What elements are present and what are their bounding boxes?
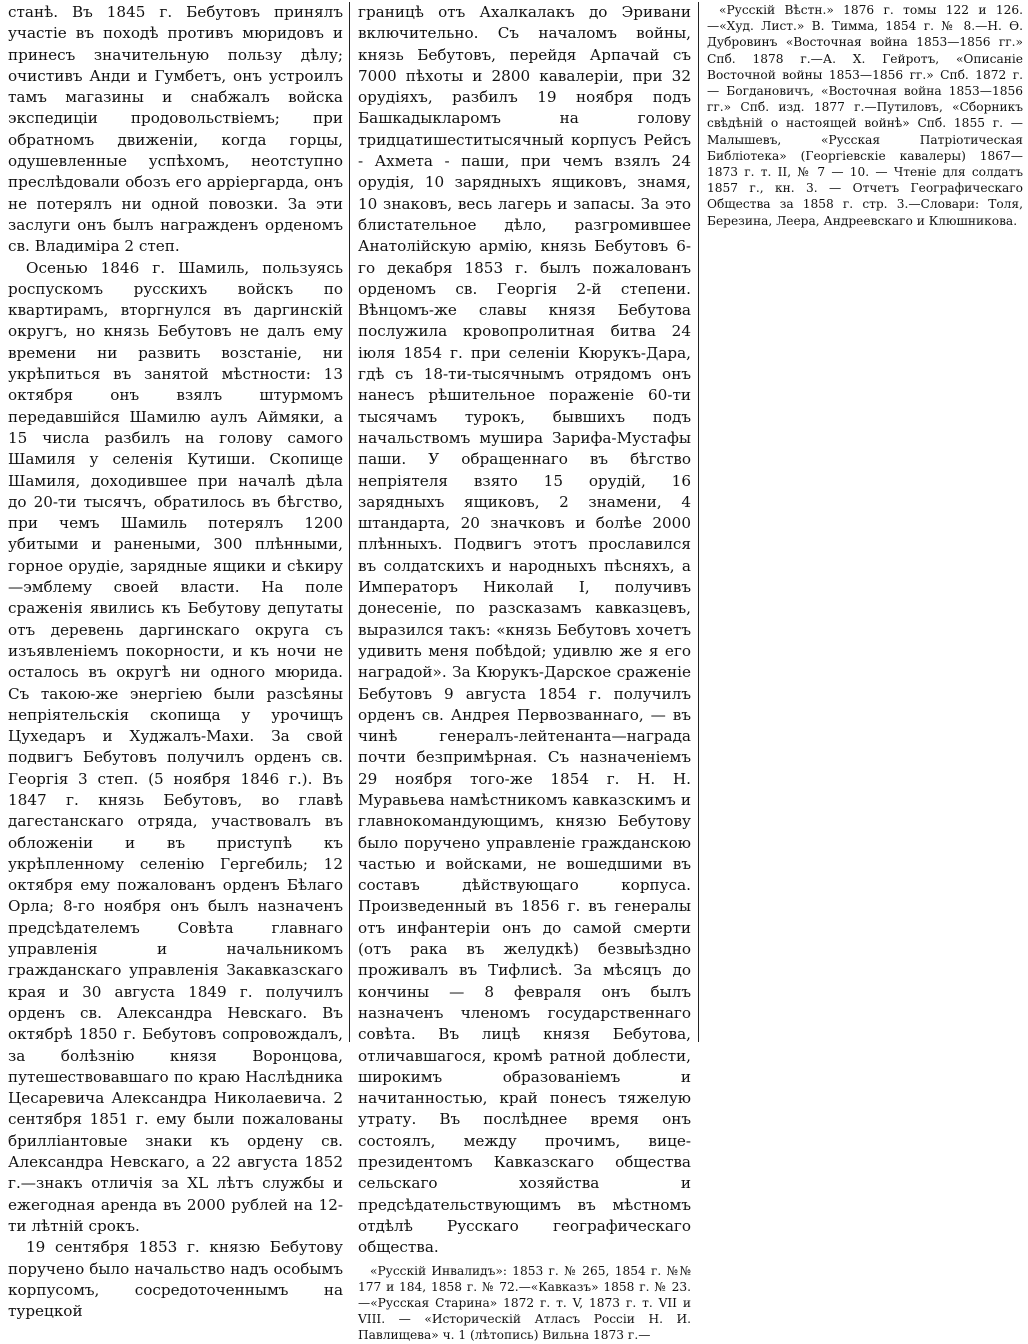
text-column-2 bbox=[358, 2, 691, 1343]
column-divider-2 bbox=[698, 2, 699, 1042]
text-column-1 bbox=[8, 2, 343, 1321]
text-column-3 bbox=[707, 2, 1023, 232]
references-part-1: «Русскій Инвалидъ»: 1853 г. № 265, 1854 г. №№ 177 и 184, 1858 г. № 72.—«Кавказъ» 1858 г. № 23.—«Русская Старина» 1872 г. т. V, 1873 г. т. VII и VIII. — «Историческій Атласъ Россіи Н. И. Павлищева» ч. 1 (лѣтопись) Вильна 1873 г.— bbox=[358, 1263, 691, 1343]
paragraph-4: границѣ отъ Ахалкалакъ до Эривани включительно. Съ началомъ войны, князь Бебутовъ, перейдя Арпачай съ 7000 пѣхоты и 2800 кавалеріи, при 32 орудіяхъ, разбилъ 19 ноября подъ Башкадыкларомъ на голову тридцатишеститысячный корпусъ Рейсъ - Ахмета - паши, при чемъ взялъ 24 орудія, 10 зарядныхъ ящиковъ, знамя, 10 знаковъ, весь лагерь и запасы. За это блистательное дѣло, разгромившее Анатолійскую армію, князь Бебутовъ 6-го декабря 1853 г. былъ пожалованъ орденомъ св. Георгія 2-й степени. Вѣнцомъ-же славы князя Бебутова послужила кровопролитная битва 24 іюля 1854 г. при селеніи Кюрукъ-Дара, гдѣ съ 18-ти-тысячнымъ отрядомъ онъ нанесъ рѣшительное пораженіе 60-ти тысячамъ турокъ, бывшихъ подъ начальствомъ мушира Зарифа-Мустафы паши. У обращеннаго въ бѣгство непріятеля взято 15 орудій, 16 зарядныхъ ящиковъ, 2 знамени, 4 штандарта, 20 значковъ и болѣе 2000 плѣнныхъ. Подвигъ этотъ прославился въ солдатскихъ и народныхъ пѣсняхъ, а Императоръ Николай I, получивъ донесеніе, по разсказамъ кавказцевъ, выразился такъ: «князь Бебутовъ хочетъ удивить меня побѣдой; удивлю же я его наградой». За Кюрукъ-Дарское сраженіе Бебутовъ 9 августа 1854 г. получилъ орденъ св. Андрея Первозваннаго, — въ чинѣ генералъ-лейтенанта—награда почти безпримѣрная. Съ назначеніемъ 29 ноября того-же 1854 г. Н. Н. Муравьева намѣстникомъ кавказскимъ и главнокомандующимъ, князю Бебутову было поручено управленіе гражданскою частью и войсками, не вошедшими въ составъ дѣйствующаго корпуса. Произведенный въ 1856 г. въ генералы отъ инфантеріи онъ до самой смерти (отъ рака въ желудкѣ) безвыѣздно проживалъ въ Тифлисѣ. За мѣсяцъ до кончины — 8 февраля онъ былъ назначенъ членомъ государственнаго совѣта. Въ лицѣ князя Бебутова, отличавшагося, кромѣ ратной доблести, широкимъ образованіемъ и начитанностью, край понесъ тяжелую утрату. Въ послѣднее время онъ состоялъ, между прочимъ, вице-президентомъ Кавказскаго общества сельскаго хозяйства и предсѣдательствующимъ въ мѣстномъ отдѣлѣ Русскаго географическаго общества. bbox=[358, 3, 691, 1257]
references-part-2: «Русскій Вѣстн.» 1876 г. томы 122 и 126.—«Худ. Лист.» В. Тимма, 1854 г. № 8.—Н. Ѳ. Дубровинъ «Восточная война 1853—1856 гг.» Спб. 1878 г.—А. Х. Гейротъ, «Описаніе Восточной войны 1853—1856 гг.» Спб. 1872 г. — Богдановичъ, «Восточная война 1853—1856 гг.» Спб. изд. 1877 г.—Путиловъ, «Сборникъ свѣдѣній о настоящей войнѣ» Спб. 1855 г. — Малышевъ, «Русская Патріотическая Библіотека» (Георгіевскіе кавалеры) 1867—1873 г. т. II, № 7 — 10. — Чтеніе для солдатъ 1857 г., кн. 3. — Отчетъ Географическаго Общества за 1858 г. стр. 3.—Словари: Толя, Березина, Леера, Андреевскаго и Клюшникова. bbox=[707, 3, 1023, 228]
paragraph-2: Осенью 1846 г. Шамиль, пользуясь роспускомъ русскихъ войскъ по квартирамъ, вторгнулся въ даргинскій округъ, но князь Бебутовъ не далъ ему времени ни развить возстаніе, ни укрѣпиться въ занятой мѣстности: 13 октября онъ взялъ штурмомъ передавшійся Шамилю аулъ Аймяки, а 15 числа разбилъ на голову самого Шамиля у селенія Кутиши. Скопище Шамиля, доходившее при началѣ дѣла до 20-ти тысячъ, обратилось въ бѣгство, при чемъ Шамиль потерялъ 1200 убитыми и ранеными, 300 плѣнными, горное орудіе, зарядные ящики и сѣкиру—эмблему своей власти. На поле сраженія явились къ Бебутову депутаты отъ деревень даргинскаго округа съ изъявленіемъ покорности, и къ ночи не осталось въ округѣ ни одного мюрида. Съ такою-же энергіею были разсѣяны непріятельскія скопища у урочищъ Цухедаръ и Худжалъ-Махи. За свой подвигъ Бебутовъ получилъ орденъ св. Георгія 3 степ. (5 ноября 1846 г.). Въ 1847 г. князь Бебутовъ, во главѣ дагестанскаго отряда, участвовалъ въ обложеніи и въ приступѣ къ укрѣпленному селенію Гергебиль; 12 октября ему пожалованъ орденъ Бѣлаго Орла; 8-го ноября онъ былъ назначенъ предсѣдателемъ Совѣта главнаго управленія и начальникомъ гражданскаго управленія Закавказскаго края и 30 августа 1849 г. получилъ орденъ св. Александра Невскаго. Въ октябрѣ 1850 г. Бебутовъ сопровождалъ, за болѣзнію князя Воронцова, путешествовавшаго по краю Наслѣдника Цесаревича Александра Николаевича. 2 сентября 1851 г. ему были пожалованы брилліантовые знаки къ ордену св. Александра Невскаго, а 22 августа 1852 г.—знакъ отличія за XL лѣтъ службы и ежегодная аренда въ 2000 рублей на 12-ти лѣтній срокъ. bbox=[8, 258, 343, 1235]
paragraph-1: станѣ. Въ 1845 г. Бебутовъ принялъ участіе въ походѣ противъ мюридовъ и принесъ значительную пользу дѣлу; очистивъ Анди и Гумбетъ, онъ устроилъ тамъ магазины и снабжалъ войска экспедиціи продовольствіемъ; при обратномъ движеніи, когда горцы, одушевленные успѣхомъ, неотступно преслѣдовали обозъ его арріергарда, онъ не потерялъ ни одной повозки. За эти заслуги онъ былъ награжденъ орденомъ св. Владиміра 2 степ. bbox=[8, 3, 343, 256]
column-divider-1 bbox=[349, 2, 350, 1042]
paragraph-3: 19 сентября 1853 г. князю Бебутову поручено было начальство надъ особымъ корпусомъ, сосредоточеннымъ на турецкой bbox=[8, 1238, 343, 1321]
